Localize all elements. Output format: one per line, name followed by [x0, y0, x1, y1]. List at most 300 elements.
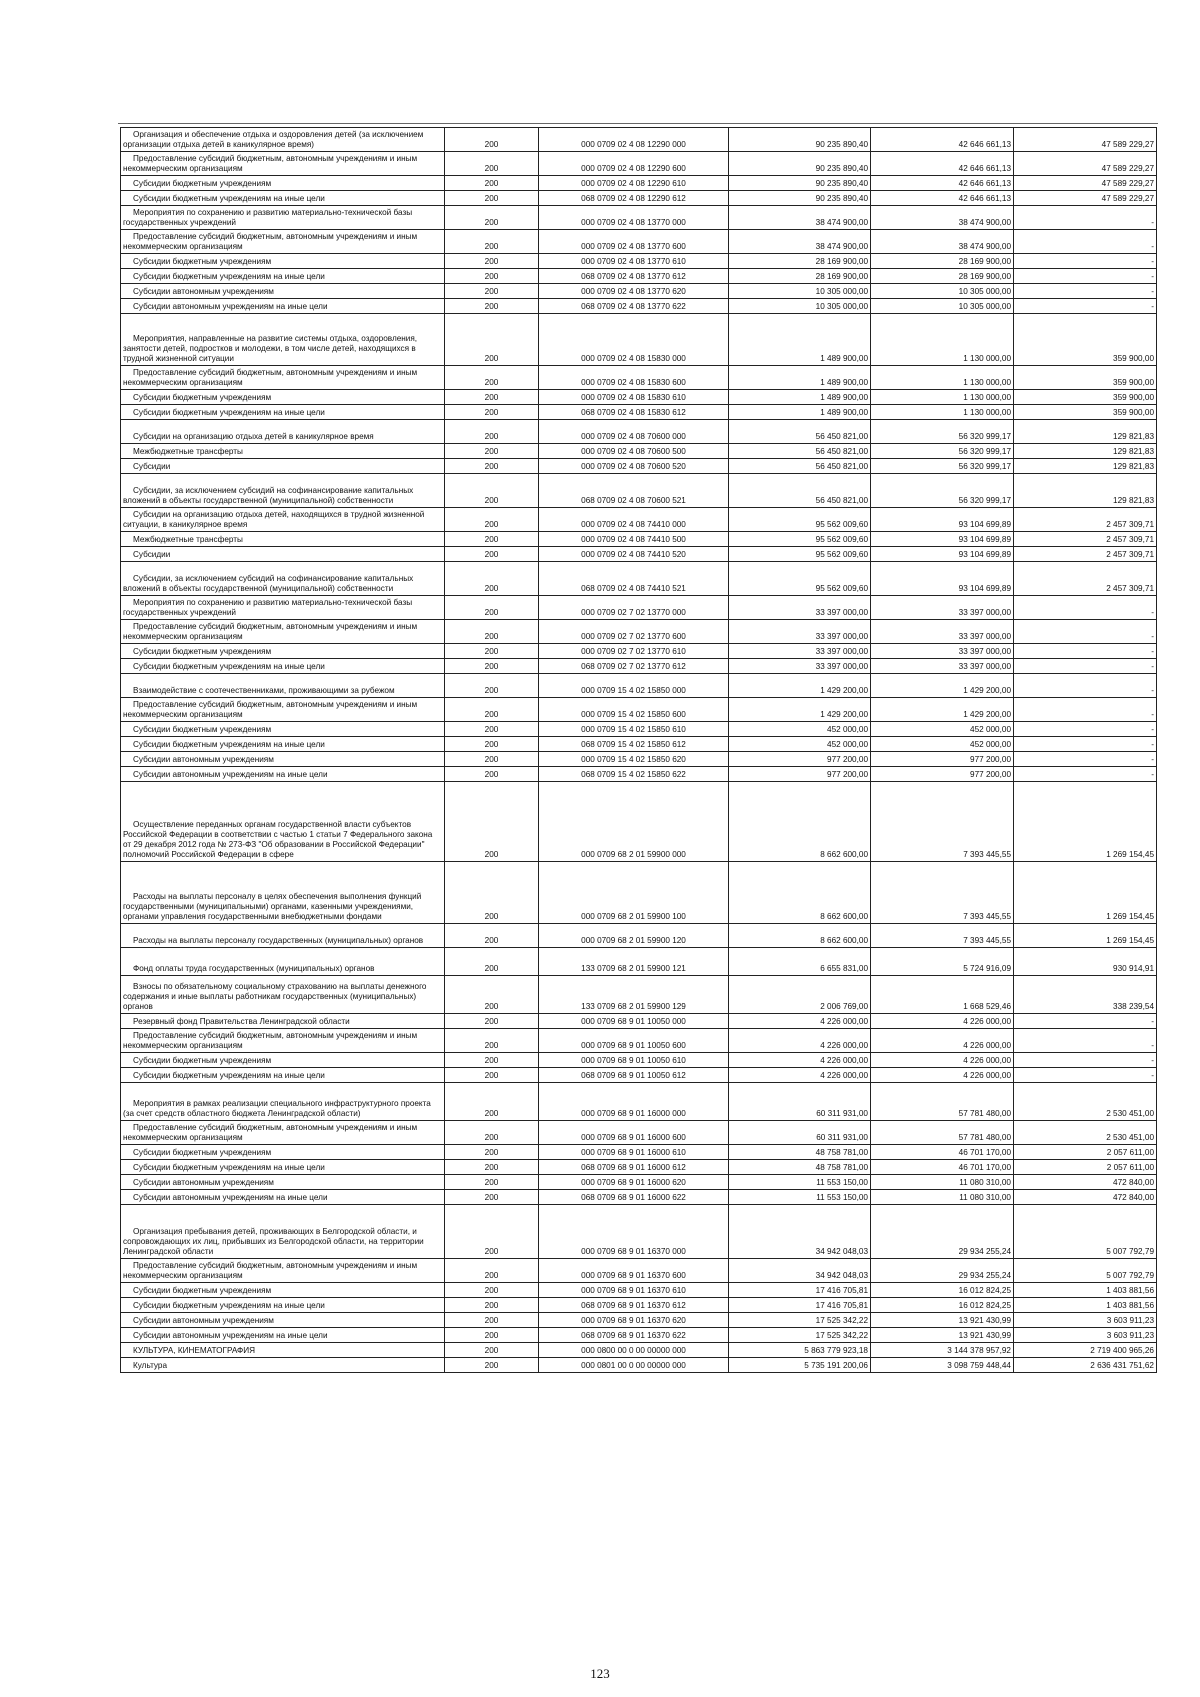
row-name-text: Организация пребывания детей, проживающих в Белгородской области, и сопровождающих их лиц, прибывших из Белгородской области, на территории Ленинградской области [123, 1227, 424, 1256]
row-name-cell [121, 314, 445, 366]
row-code-cell: 200 [445, 767, 539, 782]
row-kbk-cell: 000 0709 68 2 01 59900 120 [539, 924, 729, 948]
row-kbk-cell: 000 0709 68 9 01 10050 610 [539, 1053, 729, 1068]
row-name-text: Предоставление субсидий бюджетным, автономным учреждениям и иным некоммерческим организациям [123, 368, 418, 387]
row-kbk-cell: 000 0800 00 0 00 00000 000 [539, 1343, 729, 1358]
row-name-text: Субсидии на организацию отдыха детей, находящихся в трудной жизненной ситуации, в каникулярное время [123, 510, 425, 529]
row-name-cell [121, 1259, 445, 1283]
table-row [121, 1175, 1157, 1190]
row-name-text: Субсидии автономным учреждениям [133, 1178, 274, 1187]
row-name-text: Субсидии бюджетным учреждениям [133, 1286, 272, 1295]
row-name-cell [121, 782, 445, 862]
top-border-line [118, 123, 1158, 124]
table-row [121, 366, 1157, 390]
row-name-text: Субсидии бюджетным учреждениям на иные цели [133, 1163, 325, 1172]
row-name-cell [121, 444, 445, 459]
row-kbk-cell: 000 0801 00 0 00 00000 000 [539, 1358, 729, 1373]
row-unexecuted-cell: 2 636 431 751,62 [1014, 1358, 1157, 1373]
row-executed-cell: 13 921 430,99 [871, 1328, 1014, 1343]
row-approved-cell: 17 416 705,81 [729, 1283, 871, 1298]
row-approved-cell: 38 474 900,00 [729, 230, 871, 254]
row-name-text: Межбюджетные трансферты [133, 535, 243, 544]
row-unexecuted-cell: 472 840,00 [1014, 1175, 1157, 1190]
row-name-text: Субсидии автономным учреждениям на иные цели [133, 1193, 328, 1202]
row-name-text: Субсидии бюджетным учреждениям [133, 1056, 272, 1065]
row-kbk-cell: 068 0709 02 4 08 74410 521 [539, 562, 729, 596]
row-kbk-cell: 000 0709 02 4 08 12290 610 [539, 176, 729, 191]
row-approved-cell: 60 311 931,00 [729, 1083, 871, 1121]
row-code-cell: 200 [445, 644, 539, 659]
row-executed-cell: 1 429 200,00 [871, 698, 1014, 722]
row-kbk-cell: 068 0709 02 4 08 13770 622 [539, 299, 729, 314]
row-kbk-cell: 068 0709 02 4 08 12290 612 [539, 191, 729, 206]
row-approved-cell: 90 235 890,40 [729, 128, 871, 152]
row-code-cell: 200 [445, 420, 539, 444]
table-row [121, 152, 1157, 176]
table-row [121, 459, 1157, 474]
table-row [121, 508, 1157, 532]
row-executed-cell: 7 393 445,55 [871, 782, 1014, 862]
row-approved-cell: 4 226 000,00 [729, 1014, 871, 1029]
row-unexecuted-cell: 1 269 154,45 [1014, 862, 1157, 924]
row-executed-cell: 7 393 445,55 [871, 862, 1014, 924]
row-executed-cell: 16 012 824,25 [871, 1283, 1014, 1298]
row-name-cell [121, 562, 445, 596]
row-name-cell [121, 596, 445, 620]
row-unexecuted-cell: 129 821,83 [1014, 474, 1157, 508]
row-approved-cell: 17 525 342,22 [729, 1313, 871, 1328]
row-unexecuted-cell: - [1014, 737, 1157, 752]
row-unexecuted-cell: 47 589 229,27 [1014, 176, 1157, 191]
row-approved-cell: 10 305 000,00 [729, 284, 871, 299]
row-code-cell: 200 [445, 1083, 539, 1121]
row-unexecuted-cell: 2 457 309,71 [1014, 508, 1157, 532]
row-name-cell [121, 698, 445, 722]
row-code-cell: 200 [445, 152, 539, 176]
row-executed-cell: 42 646 661,13 [871, 191, 1014, 206]
row-executed-cell: 1 130 000,00 [871, 390, 1014, 405]
row-name-text: Субсидии бюджетным учреждениям [133, 179, 272, 188]
row-kbk-cell: 000 0709 02 4 08 12290 600 [539, 152, 729, 176]
row-kbk-cell: 068 0709 02 4 08 13770 612 [539, 269, 729, 284]
row-unexecuted-cell: - [1014, 230, 1157, 254]
row-kbk-cell: 000 0709 02 7 02 13770 610 [539, 644, 729, 659]
row-unexecuted-cell: - [1014, 254, 1157, 269]
row-unexecuted-cell: 2 457 309,71 [1014, 532, 1157, 547]
row-kbk-cell: 068 0709 68 9 01 16370 622 [539, 1328, 729, 1343]
row-kbk-cell: 000 0709 68 9 01 10050 000 [539, 1014, 729, 1029]
row-name-cell [121, 206, 445, 230]
row-unexecuted-cell: - [1014, 1068, 1157, 1083]
row-name-text: Взаимодействие с соотечественниками, проживающими за рубежом [133, 686, 395, 695]
table-row [121, 299, 1157, 314]
table-row [121, 1121, 1157, 1145]
row-name-text: Субсидии бюджетным учреждениям на иные цели [133, 408, 325, 417]
row-approved-cell: 977 200,00 [729, 752, 871, 767]
row-name-cell [121, 1029, 445, 1053]
row-name-text: Предоставление субсидий бюджетным, автономным учреждениям и иным некоммерческим организациям [123, 622, 418, 641]
row-executed-cell: 93 104 699,89 [871, 547, 1014, 562]
row-kbk-cell: 000 0709 02 4 08 13770 000 [539, 206, 729, 230]
row-name-text: Субсидии автономным учреждениям на иные цели [133, 1331, 328, 1340]
row-name-text: Предоставление субсидий бюджетным, автономным учреждениям и иным некоммерческим организациям [123, 232, 418, 251]
table-row [121, 390, 1157, 405]
row-kbk-cell: 000 0709 02 4 08 12290 000 [539, 128, 729, 152]
row-kbk-cell: 000 0709 02 4 08 70600 500 [539, 444, 729, 459]
row-name-text: Расходы на выплаты персоналу в целях обеспечения выполнения функций государственными (муниципальными) органами, казенными учреждениями, органами управления государственными внебюджетными фондами [123, 892, 422, 921]
table-row [121, 596, 1157, 620]
row-approved-cell: 95 562 009,60 [729, 547, 871, 562]
row-name-text: Субсидии автономным учреждениям [133, 1316, 274, 1325]
row-approved-cell: 56 450 821,00 [729, 474, 871, 508]
row-approved-cell: 60 311 931,00 [729, 1121, 871, 1145]
row-name-text: Субсидии, за исключением субсидий на софинансирование капитальных вложений в объекты государственной (муниципальной) собственности [123, 574, 414, 593]
row-unexecuted-cell: 359 900,00 [1014, 314, 1157, 366]
table-row [121, 314, 1157, 366]
row-executed-cell: 33 397 000,00 [871, 644, 1014, 659]
row-code-cell: 200 [445, 547, 539, 562]
row-unexecuted-cell: - [1014, 767, 1157, 782]
row-kbk-cell: 000 0709 02 4 08 74410 000 [539, 508, 729, 532]
table-body [121, 128, 1157, 1373]
row-executed-cell: 57 781 480,00 [871, 1121, 1014, 1145]
table-row [121, 722, 1157, 737]
row-executed-cell: 46 701 170,00 [871, 1145, 1014, 1160]
row-code-cell: 200 [445, 128, 539, 152]
row-executed-cell: 10 305 000,00 [871, 299, 1014, 314]
row-code-cell: 200 [445, 508, 539, 532]
row-executed-cell: 56 320 999,17 [871, 474, 1014, 508]
row-name-text: Субсидии бюджетным учреждениям [133, 257, 272, 266]
row-code-cell: 200 [445, 1205, 539, 1259]
row-code-cell: 200 [445, 1358, 539, 1373]
row-code-cell: 200 [445, 1175, 539, 1190]
row-name-text: Организация и обеспечение отдыха и оздоровления детей (за исключением организации отдыха детей в каникулярное время) [123, 130, 424, 149]
row-kbk-cell: 000 0709 15 4 02 15850 620 [539, 752, 729, 767]
row-unexecuted-cell: 2 057 611,00 [1014, 1160, 1157, 1175]
row-code-cell: 200 [445, 191, 539, 206]
row-kbk-cell: 000 0709 02 4 08 74410 520 [539, 547, 729, 562]
row-name-text: Субсидии [133, 462, 171, 471]
row-approved-cell: 34 942 048,03 [729, 1259, 871, 1283]
table-row [121, 405, 1157, 420]
row-kbk-cell: 068 0709 02 7 02 13770 612 [539, 659, 729, 674]
table-row [121, 532, 1157, 547]
row-kbk-cell: 068 0709 68 9 01 16370 612 [539, 1298, 729, 1313]
row-executed-cell: 1 130 000,00 [871, 366, 1014, 390]
row-code-cell: 200 [445, 737, 539, 752]
row-name-cell [121, 299, 445, 314]
row-code-cell: 200 [445, 698, 539, 722]
row-executed-cell: 3 098 759 448,44 [871, 1358, 1014, 1373]
row-approved-cell: 5 863 779 923,18 [729, 1343, 871, 1358]
row-unexecuted-cell: 47 589 229,27 [1014, 152, 1157, 176]
row-kbk-cell: 000 0709 68 2 01 59900 000 [539, 782, 729, 862]
row-approved-cell: 11 553 150,00 [729, 1175, 871, 1190]
row-unexecuted-cell: - [1014, 752, 1157, 767]
row-approved-cell: 11 553 150,00 [729, 1190, 871, 1205]
row-approved-cell: 1 489 900,00 [729, 390, 871, 405]
row-name-cell [121, 1145, 445, 1160]
row-code-cell: 200 [445, 976, 539, 1014]
row-approved-cell: 95 562 009,60 [729, 562, 871, 596]
row-unexecuted-cell: 1 269 154,45 [1014, 782, 1157, 862]
table-row [121, 420, 1157, 444]
table-row [121, 206, 1157, 230]
row-approved-cell: 33 397 000,00 [729, 620, 871, 644]
row-approved-cell: 452 000,00 [729, 722, 871, 737]
row-approved-cell: 8 662 600,00 [729, 924, 871, 948]
row-unexecuted-cell: 2 530 451,00 [1014, 1083, 1157, 1121]
row-executed-cell: 28 169 900,00 [871, 269, 1014, 284]
row-code-cell: 200 [445, 862, 539, 924]
row-code-cell: 200 [445, 459, 539, 474]
row-kbk-cell: 000 0709 68 9 01 16000 000 [539, 1083, 729, 1121]
row-code-cell: 200 [445, 314, 539, 366]
row-kbk-cell: 000 0709 02 4 08 70600 520 [539, 459, 729, 474]
row-kbk-cell: 000 0709 68 9 01 16370 610 [539, 1283, 729, 1298]
row-name-cell [121, 1121, 445, 1145]
row-code-cell: 200 [445, 206, 539, 230]
row-kbk-cell: 000 0709 02 7 02 13770 600 [539, 620, 729, 644]
row-executed-cell: 28 169 900,00 [871, 254, 1014, 269]
table-row [121, 1298, 1157, 1313]
row-name-text: Предоставление субсидий бюджетным, автономным учреждениям и иным некоммерческим организациям [123, 700, 418, 719]
row-name-text: Мероприятия в рамках реализации специального инфраструктурного проекта (за счет средств областного бюджета Ленинградской области) [123, 1099, 431, 1118]
table-row [121, 230, 1157, 254]
row-approved-cell: 90 235 890,40 [729, 176, 871, 191]
row-executed-cell: 42 646 661,13 [871, 128, 1014, 152]
row-unexecuted-cell: 359 900,00 [1014, 405, 1157, 420]
row-unexecuted-cell: 338 239,54 [1014, 976, 1157, 1014]
row-kbk-cell: 000 0709 68 9 01 16000 620 [539, 1175, 729, 1190]
row-name-cell [121, 1014, 445, 1029]
row-name-cell [121, 269, 445, 284]
row-name-cell [121, 459, 445, 474]
table-row [121, 284, 1157, 299]
row-unexecuted-cell: - [1014, 299, 1157, 314]
table-row [121, 1313, 1157, 1328]
row-name-text: Субсидии бюджетным учреждениям [133, 725, 272, 734]
row-approved-cell: 1 489 900,00 [729, 314, 871, 366]
row-executed-cell: 11 080 310,00 [871, 1190, 1014, 1205]
row-name-text: Межбюджетные трансферты [133, 447, 243, 456]
row-kbk-cell: 000 0709 68 9 01 10050 600 [539, 1029, 729, 1053]
row-executed-cell: 4 226 000,00 [871, 1029, 1014, 1053]
row-executed-cell: 452 000,00 [871, 737, 1014, 752]
row-code-cell: 200 [445, 1283, 539, 1298]
row-code-cell: 200 [445, 474, 539, 508]
row-unexecuted-cell: - [1014, 674, 1157, 698]
table-row [121, 976, 1157, 1014]
row-unexecuted-cell: 129 821,83 [1014, 459, 1157, 474]
row-name-text: Предоставление субсидий бюджетным, автономным учреждениям и иным некоммерческим организациям [123, 1123, 418, 1142]
table-row [121, 644, 1157, 659]
row-name-cell [121, 1068, 445, 1083]
row-name-cell [121, 176, 445, 191]
table-row [121, 782, 1157, 862]
row-approved-cell: 95 562 009,60 [729, 532, 871, 547]
row-approved-cell: 38 474 900,00 [729, 206, 871, 230]
row-approved-cell: 48 758 781,00 [729, 1145, 871, 1160]
row-code-cell: 200 [445, 562, 539, 596]
row-approved-cell: 10 305 000,00 [729, 299, 871, 314]
row-code-cell: 200 [445, 722, 539, 737]
table-row [121, 1205, 1157, 1259]
row-kbk-cell: 000 0709 02 4 08 15830 610 [539, 390, 729, 405]
row-approved-cell: 6 655 831,00 [729, 948, 871, 976]
row-executed-cell: 93 104 699,89 [871, 562, 1014, 596]
row-kbk-cell: 068 0709 68 9 01 16000 622 [539, 1190, 729, 1205]
row-executed-cell: 38 474 900,00 [871, 230, 1014, 254]
row-code-cell: 200 [445, 596, 539, 620]
table-row [121, 948, 1157, 976]
row-unexecuted-cell: 930 914,91 [1014, 948, 1157, 976]
row-unexecuted-cell: 2 457 309,71 [1014, 547, 1157, 562]
table-row [121, 752, 1157, 767]
row-approved-cell: 17 525 342,22 [729, 1328, 871, 1343]
row-name-text: Субсидии бюджетным учреждениям на иные цели [133, 194, 325, 203]
row-executed-cell: 7 393 445,55 [871, 924, 1014, 948]
row-name-cell [121, 420, 445, 444]
row-name-text: Осуществление переданных органам государственной власти субъектов Российской Федерации в соответствии с частью 1 статьи 7 Федерального закона от 29 декабря 2012 года № 273-ФЗ "Об образовании в Российской Федерации" полномочий Российской Федерации в сфере [123, 820, 433, 859]
row-name-text: Субсидии бюджетным учреждениям на иные цели [133, 740, 325, 749]
row-executed-cell: 56 320 999,17 [871, 420, 1014, 444]
row-executed-cell: 3 144 378 957,92 [871, 1343, 1014, 1358]
row-approved-cell: 1 489 900,00 [729, 366, 871, 390]
row-executed-cell: 29 934 255,24 [871, 1205, 1014, 1259]
row-kbk-cell: 000 0709 02 4 08 74410 500 [539, 532, 729, 547]
row-name-cell [121, 659, 445, 674]
row-kbk-cell: 068 0709 02 4 08 70600 521 [539, 474, 729, 508]
row-name-cell [121, 405, 445, 420]
row-name-text: Субсидии бюджетным учреждениям на иные цели [133, 1071, 325, 1080]
row-name-cell [121, 924, 445, 948]
row-kbk-cell: 000 0709 02 4 08 13770 610 [539, 254, 729, 269]
row-name-text: Мероприятия по сохранению и развитию материально-технической базы государственных учреждений [123, 208, 413, 227]
row-name-cell [121, 547, 445, 562]
row-name-cell [121, 1328, 445, 1343]
budget-execution-table [120, 127, 1157, 1373]
row-kbk-cell: 000 0709 68 9 01 16000 600 [539, 1121, 729, 1145]
row-unexecuted-cell: - [1014, 206, 1157, 230]
row-unexecuted-cell: - [1014, 698, 1157, 722]
row-executed-cell: 33 397 000,00 [871, 620, 1014, 644]
table-row [121, 1259, 1157, 1283]
row-name-cell [121, 1190, 445, 1205]
row-name-cell [121, 366, 445, 390]
table-row [121, 862, 1157, 924]
row-kbk-cell: 000 0709 02 4 08 70600 000 [539, 420, 729, 444]
row-name-text: Субсидии, за исключением субсидий на софинансирование капитальных вложений в объекты государственной (муниципальной) собственности [123, 486, 414, 505]
row-executed-cell: 13 921 430,99 [871, 1313, 1014, 1328]
row-unexecuted-cell: 2 530 451,00 [1014, 1121, 1157, 1145]
row-name-cell [121, 230, 445, 254]
row-name-text: Расходы на выплаты персоналу государственных (муниципальных) органов [133, 936, 424, 945]
row-code-cell: 200 [445, 1068, 539, 1083]
row-approved-cell: 2 006 769,00 [729, 976, 871, 1014]
row-name-text: Субсидии автономным учреждениям на иные цели [133, 302, 328, 311]
row-kbk-cell: 000 0709 68 9 01 16370 620 [539, 1313, 729, 1328]
row-unexecuted-cell: - [1014, 1014, 1157, 1029]
row-code-cell: 200 [445, 1190, 539, 1205]
row-name-text: Субсидии на организацию отдыха детей в каникулярное время [133, 432, 374, 441]
row-kbk-cell: 133 0709 68 2 01 59900 129 [539, 976, 729, 1014]
row-code-cell: 200 [445, 1298, 539, 1313]
row-name-cell [121, 976, 445, 1014]
row-code-cell: 200 [445, 1259, 539, 1283]
row-code-cell: 200 [445, 674, 539, 698]
row-code-cell: 200 [445, 924, 539, 948]
row-unexecuted-cell: - [1014, 659, 1157, 674]
row-code-cell: 200 [445, 390, 539, 405]
row-code-cell: 200 [445, 1343, 539, 1358]
row-executed-cell: 4 226 000,00 [871, 1014, 1014, 1029]
row-code-cell: 200 [445, 284, 539, 299]
row-executed-cell: 977 200,00 [871, 752, 1014, 767]
row-unexecuted-cell: - [1014, 722, 1157, 737]
row-name-text: Предоставление субсидий бюджетным, автономным учреждениям и иным некоммерческим организациям [123, 1261, 418, 1280]
row-executed-cell: 93 104 699,89 [871, 532, 1014, 547]
row-unexecuted-cell: - [1014, 1029, 1157, 1053]
row-name-cell [121, 1358, 445, 1373]
row-executed-cell: 10 305 000,00 [871, 284, 1014, 299]
row-executed-cell: 57 781 480,00 [871, 1083, 1014, 1121]
row-name-cell [121, 722, 445, 737]
row-unexecuted-cell: 359 900,00 [1014, 366, 1157, 390]
row-code-cell: 200 [445, 1313, 539, 1328]
table-row [121, 1068, 1157, 1083]
row-executed-cell: 16 012 824,25 [871, 1298, 1014, 1313]
row-kbk-cell: 000 0709 02 4 08 15830 600 [539, 366, 729, 390]
row-code-cell: 200 [445, 254, 539, 269]
row-executed-cell: 46 701 170,00 [871, 1160, 1014, 1175]
row-unexecuted-cell: - [1014, 284, 1157, 299]
row-approved-cell: 5 735 191 200,06 [729, 1358, 871, 1373]
row-executed-cell: 1 429 200,00 [871, 674, 1014, 698]
row-executed-cell: 1 130 000,00 [871, 314, 1014, 366]
table-row [121, 620, 1157, 644]
row-unexecuted-cell: 472 840,00 [1014, 1190, 1157, 1205]
row-approved-cell: 8 662 600,00 [729, 782, 871, 862]
row-name-text: Субсидии [133, 550, 171, 559]
row-name-text: Субсидии автономным учреждениям [133, 287, 274, 296]
table-row [121, 1083, 1157, 1121]
row-name-cell [121, 1053, 445, 1068]
row-kbk-cell: 000 0709 68 9 01 16000 610 [539, 1145, 729, 1160]
table-row [121, 674, 1157, 698]
row-code-cell: 200 [445, 532, 539, 547]
row-code-cell: 200 [445, 620, 539, 644]
row-name-cell [121, 1283, 445, 1298]
row-code-cell: 200 [445, 752, 539, 767]
row-name-text: Предоставление субсидий бюджетным, автономным учреждениям и иным некоммерческим организациям [123, 1031, 418, 1050]
row-approved-cell: 1 429 200,00 [729, 698, 871, 722]
table-row [121, 128, 1157, 152]
row-unexecuted-cell: 129 821,83 [1014, 420, 1157, 444]
row-approved-cell: 1 429 200,00 [729, 674, 871, 698]
row-kbk-cell: 000 0709 15 4 02 15850 610 [539, 722, 729, 737]
row-executed-cell: 33 397 000,00 [871, 659, 1014, 674]
row-name-cell [121, 737, 445, 752]
row-name-cell [121, 1175, 445, 1190]
row-executed-cell: 1 130 000,00 [871, 405, 1014, 420]
row-approved-cell: 56 450 821,00 [729, 420, 871, 444]
row-unexecuted-cell: 3 603 911,23 [1014, 1328, 1157, 1343]
row-name-cell [121, 254, 445, 269]
row-approved-cell: 28 169 900,00 [729, 254, 871, 269]
row-code-cell: 200 [445, 1160, 539, 1175]
